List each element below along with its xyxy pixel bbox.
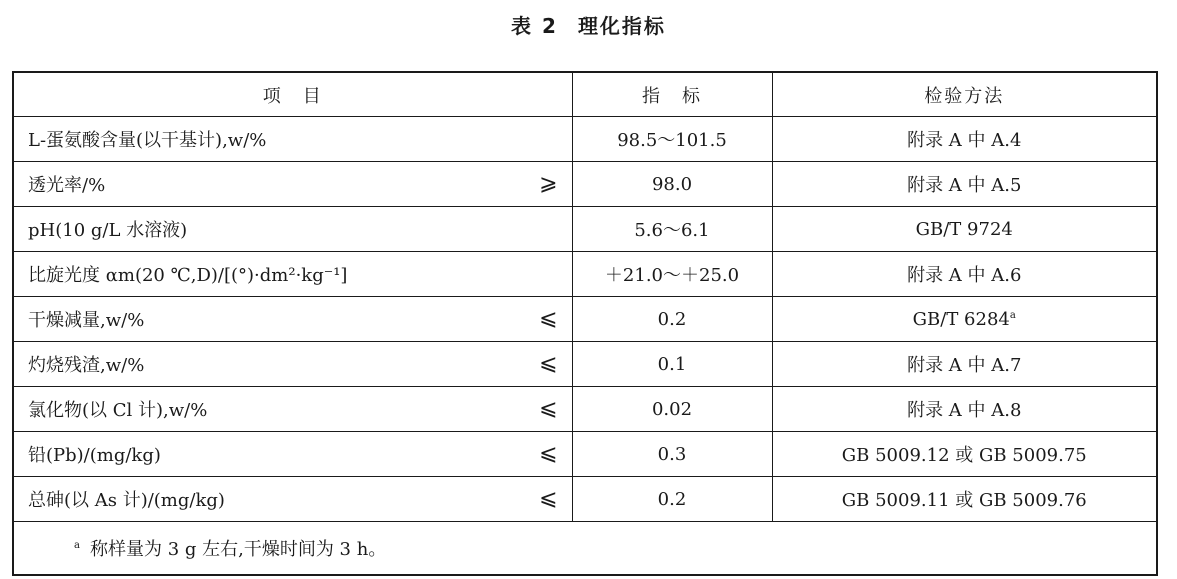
item-cell <box>13 252 572 297</box>
item-cell <box>13 162 572 207</box>
table-name: 理化指标 <box>577 14 666 38</box>
comparison-symbol: ⩾ <box>539 171 558 196</box>
test-method-cell <box>772 207 1157 252</box>
footnote-mark: a <box>74 540 80 551</box>
table-row <box>13 162 1157 207</box>
test-method: 附录 A 中 A.7 <box>907 355 1022 376</box>
comparison-symbol: ⩽ <box>539 441 558 466</box>
indicator-value: 0.3 <box>572 432 772 477</box>
table-row <box>13 117 1157 162</box>
test-method: GB 5009.11 或 GB 5009.76 <box>841 490 1087 511</box>
item-label: 比旋光度 αm(20 ℃,D)/[(°)·dm²·kg⁻¹] <box>28 265 348 286</box>
footnote-reference: a <box>1009 309 1016 321</box>
test-method: GB/T 9724 <box>915 218 1013 240</box>
item-cell <box>13 117 572 162</box>
test-method: 附录 A 中 A.6 <box>907 265 1022 286</box>
table-row <box>13 432 1157 477</box>
item-label: 灼烧残渣,w/% <box>28 355 145 376</box>
item-label: 透光率/% <box>28 175 106 196</box>
footnote-text: 称样量为 3 g 左右,干燥时间为 3 h。 <box>89 539 387 560</box>
item-cell <box>13 207 572 252</box>
header-method: 检验方法 <box>772 72 1157 117</box>
test-method-cell <box>772 252 1157 297</box>
indicator-value: 0.1 <box>572 342 772 387</box>
table-row <box>13 297 1157 342</box>
test-method-cell <box>772 117 1157 162</box>
footnote-row <box>13 522 1157 576</box>
table-number: 表 2 <box>511 14 558 38</box>
test-method-cell <box>772 477 1157 522</box>
item-cell <box>13 387 572 432</box>
comparison-symbol: ⩽ <box>539 306 558 331</box>
item-label: 氯化物(以 Cl 计),w/% <box>28 400 208 421</box>
table-row <box>13 207 1157 252</box>
item-label: 总砷(以 As 计)/(mg/kg) <box>28 490 225 511</box>
item-cell <box>13 432 572 477</box>
item-label: pH(10 g/L 水溶液) <box>28 220 188 241</box>
test-method-cell <box>772 387 1157 432</box>
table-row <box>13 252 1157 297</box>
test-method: GB 5009.12 或 GB 5009.75 <box>841 445 1087 466</box>
test-method: 附录 A 中 A.8 <box>907 400 1022 421</box>
comparison-symbol: ⩽ <box>539 396 558 421</box>
indicator-value: 5.6～6.1 <box>572 207 772 252</box>
test-method-cell <box>772 297 1157 342</box>
header-indicator: 指 标 <box>572 72 772 117</box>
indicator-value: 98.5～101.5 <box>572 117 772 162</box>
indicator-value: 0.2 <box>572 297 772 342</box>
table-row <box>13 477 1157 522</box>
item-cell <box>13 342 572 387</box>
item-label: L-蛋氨酸含量(以干基计),w/% <box>28 130 267 151</box>
test-method-cell <box>772 432 1157 477</box>
indicator-value: 0.2 <box>572 477 772 522</box>
indicator-value: 0.02 <box>572 387 772 432</box>
specification-table <box>12 71 1158 576</box>
comparison-symbol: ⩽ <box>539 351 558 376</box>
comparison-symbol: ⩽ <box>539 486 558 511</box>
test-method: 附录 A 中 A.5 <box>907 175 1022 196</box>
header-row <box>13 72 1157 117</box>
test-method: 附录 A 中 A.4 <box>907 130 1022 151</box>
item-cell <box>13 477 572 522</box>
item-cell <box>13 297 572 342</box>
indicator-value: ＋21.0～＋25.0 <box>572 252 772 297</box>
test-method-cell <box>772 342 1157 387</box>
test-method-cell <box>772 162 1157 207</box>
test-method: GB/T 6284 <box>912 308 1010 330</box>
table-title <box>0 8 1177 44</box>
header-item: 项 目 <box>13 72 572 117</box>
footnote <box>13 522 1157 576</box>
table-row <box>13 387 1157 432</box>
table-row <box>13 342 1157 387</box>
item-label: 铅(Pb)/(mg/kg) <box>28 445 161 466</box>
indicator-value: 98.0 <box>572 162 772 207</box>
item-label: 干燥减量,w/% <box>28 310 145 331</box>
